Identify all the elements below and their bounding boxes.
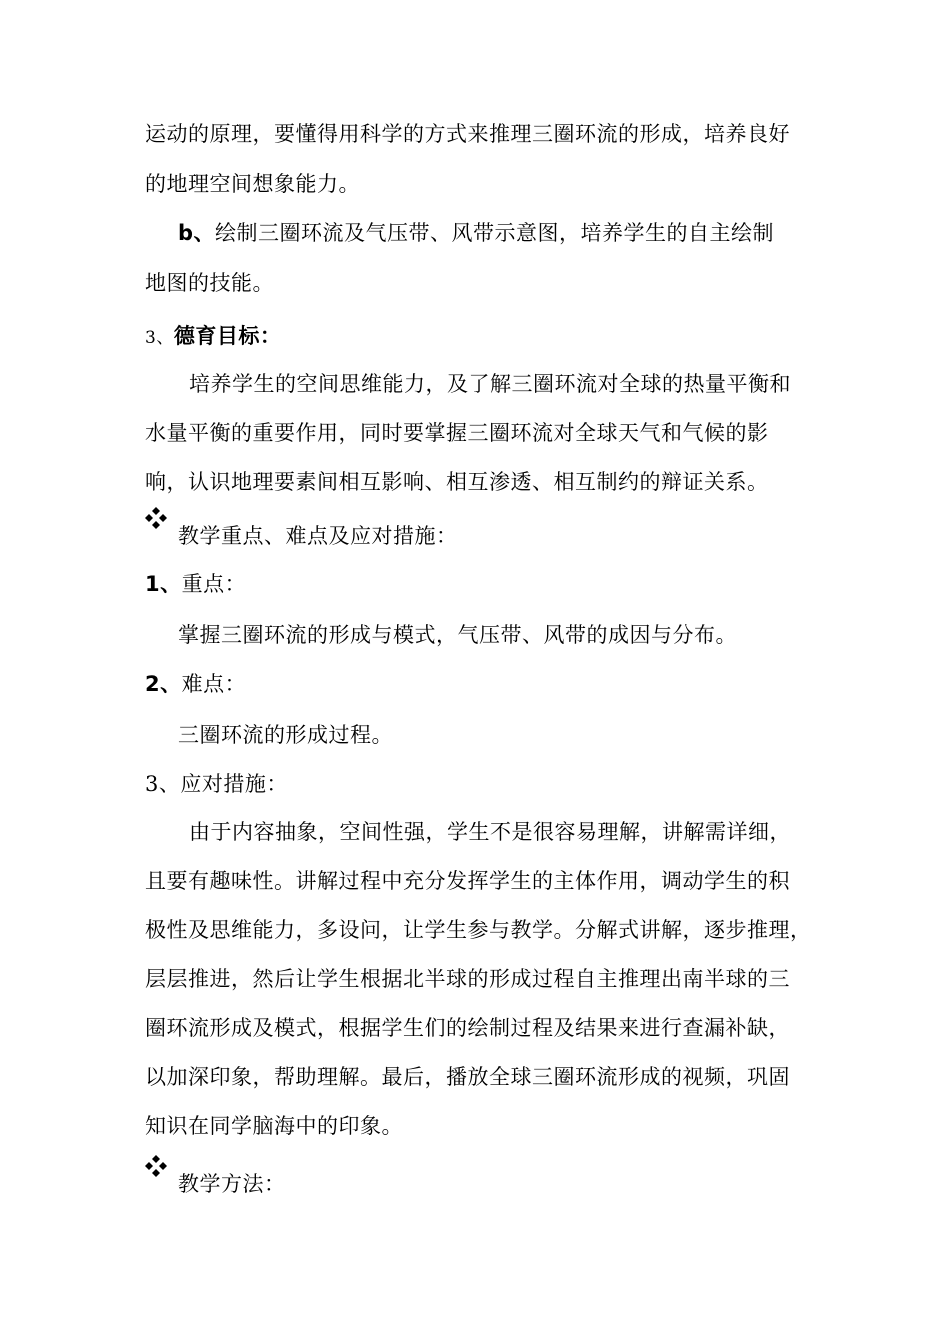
key-point-heading: [145, 570, 246, 598]
item-b-text: 绘制三圈环流及气压带、风带示意图，培养学生的自主绘制: [215, 221, 775, 245]
item-b-marker: b、: [178, 221, 216, 245]
difficulty-content: 三圈环流的形成过程。: [178, 723, 393, 747]
moral-line2: 水量平衡的重要作用，同时要掌握三圈环流对全球天气和气候的影: [145, 421, 769, 445]
moral-line3: 响，认识地理要素间相互影响、相互渗透、相互制约的辩证关系。: [145, 470, 769, 494]
measures-line5: 圈环流形成及模式，根据学生们的绘制过程及结果来进行查漏补缺，: [145, 1016, 790, 1040]
heading-key-points: 教学重点、难点及应对措施：: [178, 524, 458, 548]
item-b-line1: [178, 219, 774, 247]
measures-line3: 极性及思维能力，多设问，让学生参与教学。分解式讲解，逐步推理，: [145, 918, 812, 942]
measures-line1: 由于内容抽象，空间性强，学生不是很容易理解，讲解需详细，: [189, 820, 791, 844]
heading-methods: 教学方法：: [178, 1172, 286, 1196]
measures-line7: 知识在同学脑海中的印象。: [145, 1114, 403, 1138]
section3-number: 3、: [145, 328, 174, 348]
difficulty-heading: [145, 670, 246, 698]
section3-heading: [145, 322, 281, 352]
four-diamond-bullet-icon: [145, 1155, 167, 1177]
four-diamond-bullet-icon: [145, 507, 167, 529]
moral-line1: 培养学生的空间思维能力，及了解三圈环流对全球的热量平衡和: [189, 372, 791, 396]
key-point-content: 掌握三圈环流的形成与模式，气压带、风带的成因与分布。: [178, 623, 737, 647]
difficulty-number: 2、: [145, 672, 182, 696]
measures-label: 3、应对措施：: [145, 772, 288, 796]
key-point-number: 1、: [145, 572, 182, 596]
paragraph1-line2: 的地理空间想象能力。: [145, 172, 360, 196]
paragraph1-line1: 运动的原理，要懂得用科学的方式来推理三圈环流的形成，培养良好: [145, 122, 790, 146]
difficulty-label: 难点：: [181, 672, 247, 696]
section3-title: 德育目标：: [173, 324, 282, 348]
measures-line4: 层层推进，然后让学生根据北半球的形成过程自主推理出南半球的三: [145, 967, 790, 991]
item-b-line2: 地图的技能。: [145, 271, 274, 295]
measures-line6: 以加深印象，帮助理解。最后，播放全球三圈环流形成的视频，巩固: [145, 1065, 790, 1089]
key-point-label: 重点：: [181, 572, 247, 596]
measures-line2: 且要有趣味性。讲解过程中充分发挥学生的主体作用，调动学生的积: [145, 869, 790, 893]
